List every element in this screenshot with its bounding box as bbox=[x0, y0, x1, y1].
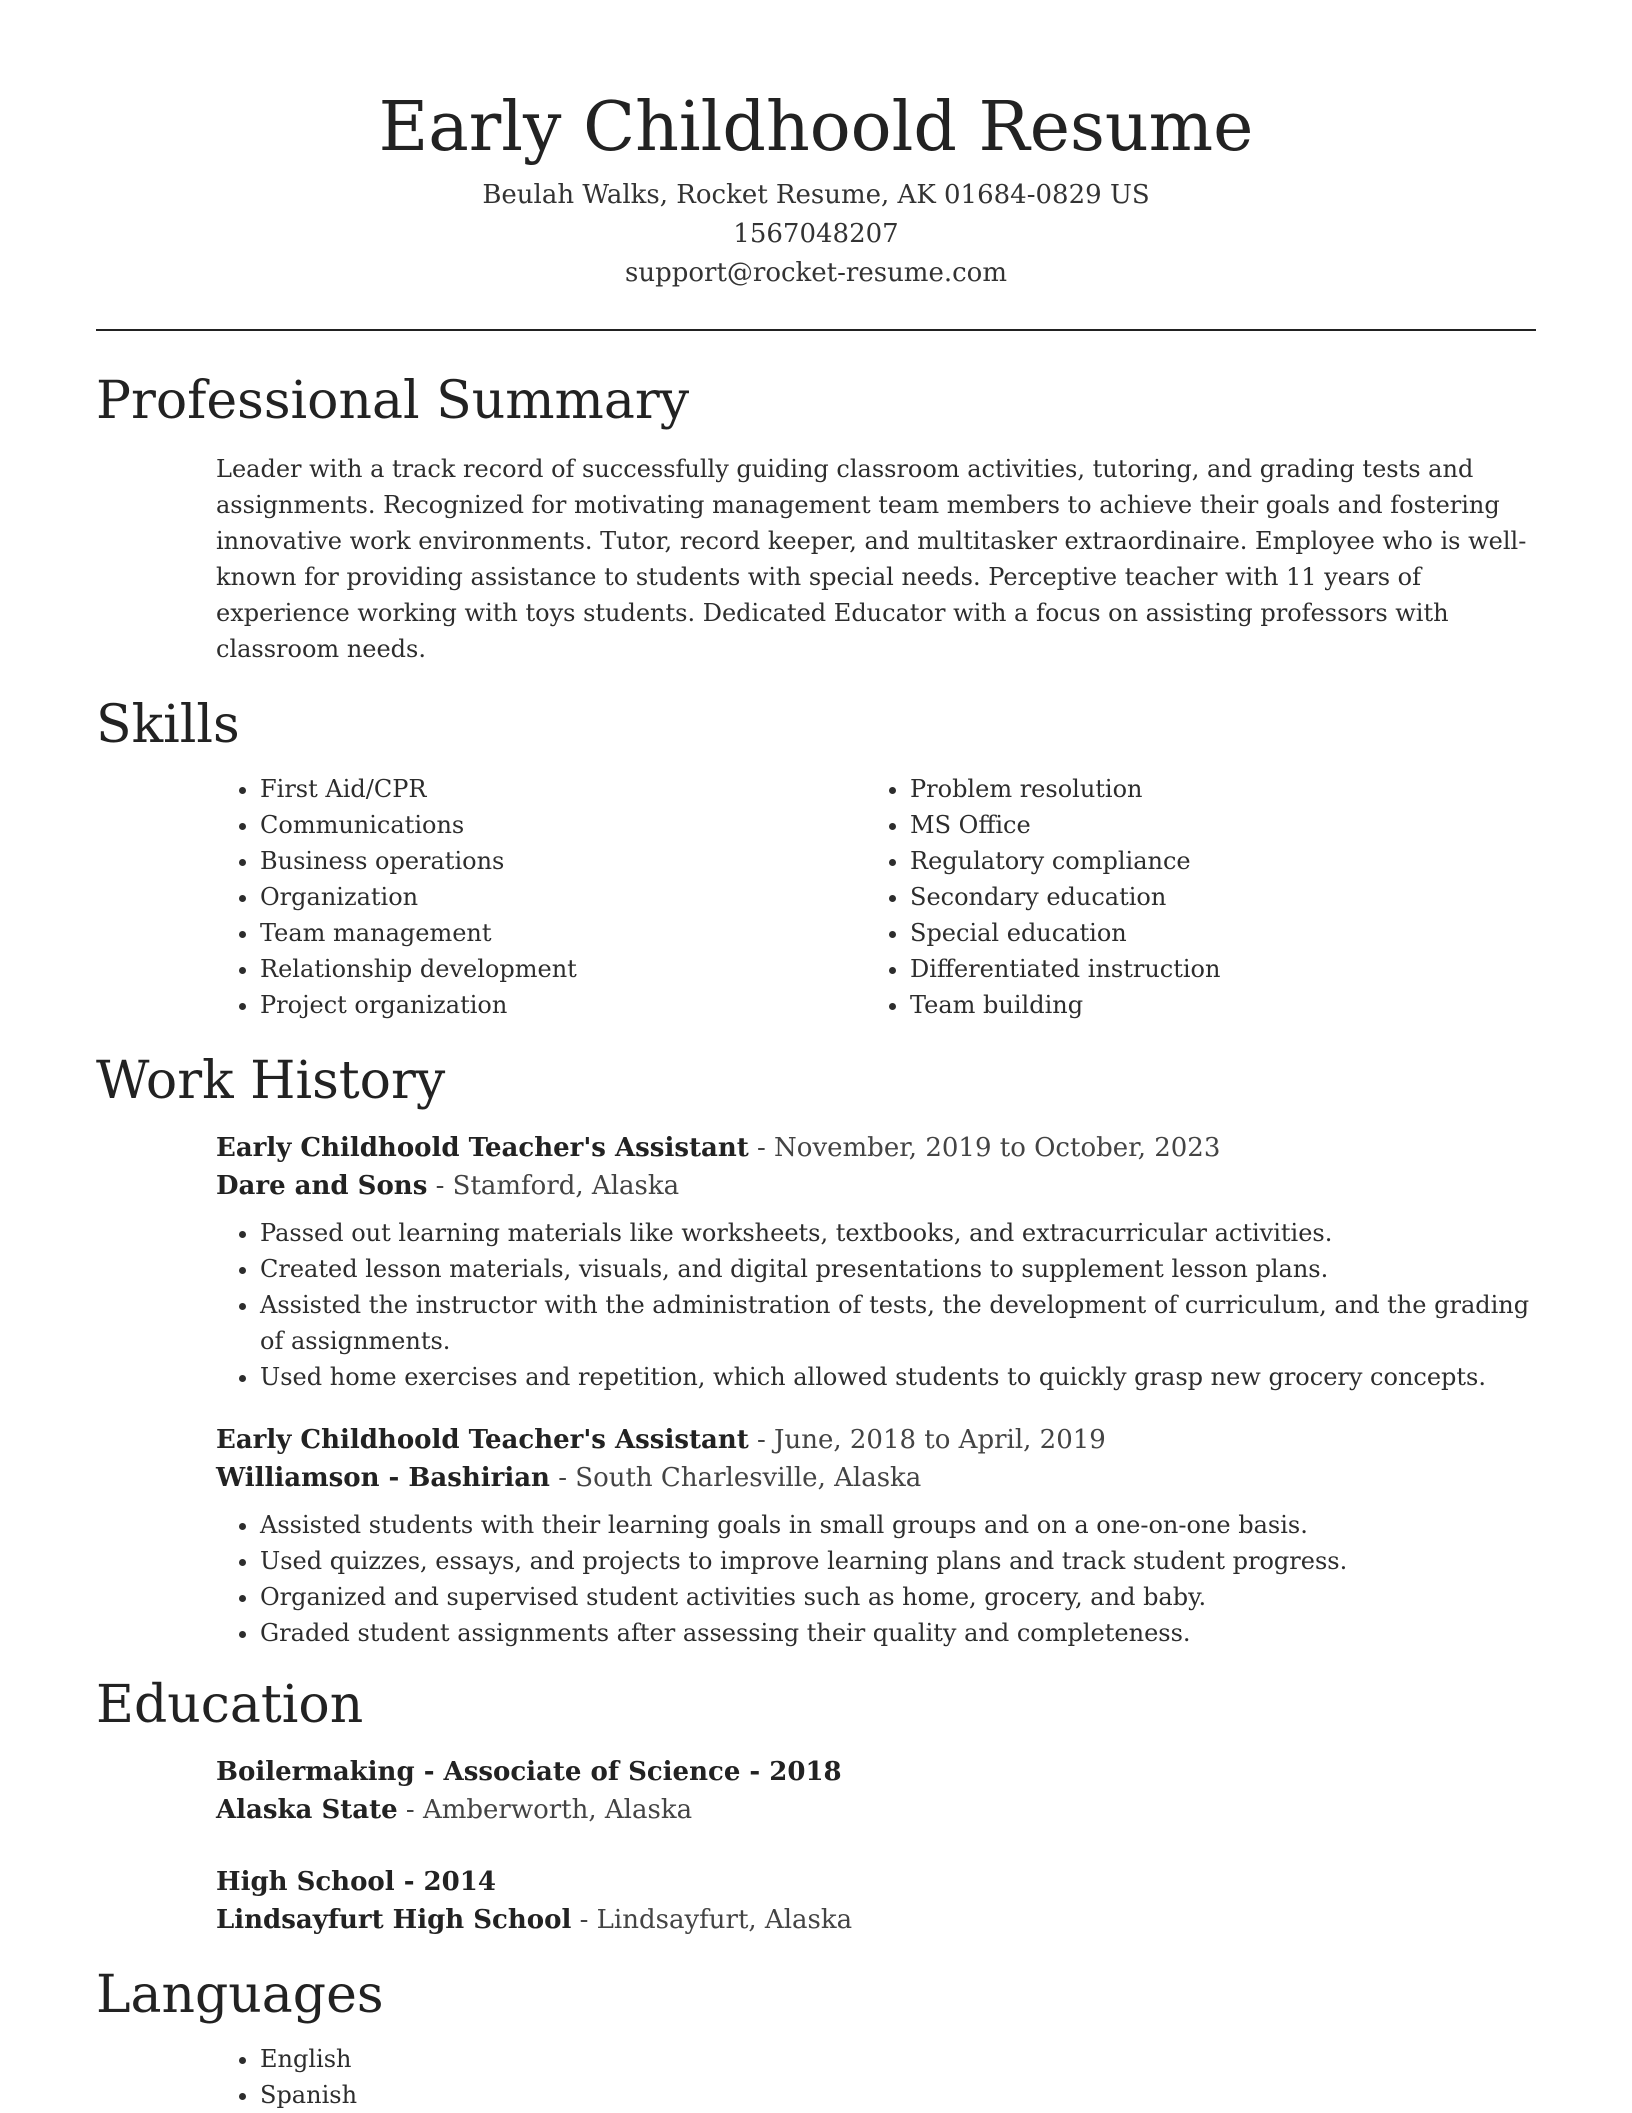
job-location: - Stamford, Alaska bbox=[427, 1171, 680, 1201]
job-title: Early Childhoold Teacher's Assistant bbox=[216, 1425, 749, 1455]
skill-item: • MS Office bbox=[910, 807, 1516, 843]
languages-section bbox=[96, 1963, 1536, 2113]
education-school: Lindsayfurt High School bbox=[216, 1905, 572, 1935]
language-item: • English bbox=[260, 2041, 1536, 2077]
job-duty: • Used quizzes, essays, and projects to improve learning plans and track student progress. bbox=[260, 1543, 1536, 1579]
job-title-line bbox=[216, 1421, 1536, 1459]
skill-item: • Differentiated instruction bbox=[910, 951, 1516, 987]
contact-email[interactable]: support@rocket-resume.com bbox=[624, 258, 1007, 288]
job-duty: • Created lesson materials, visuals, and digital presentations to supplement lesson plans. bbox=[260, 1251, 1536, 1287]
job-duties bbox=[216, 1507, 1536, 1651]
job-entry bbox=[216, 1129, 1536, 1395]
job-duty: • Passed out learning materials like worksheets, textbooks, and extracurricular activities. bbox=[260, 1215, 1536, 1251]
skill-item: • Organization bbox=[260, 879, 866, 915]
job-title: Early Childhoold Teacher's Assistant bbox=[216, 1133, 749, 1163]
job-duty: • Assisted the instructor with the administration of tests, the development of curriculum, and the grading of assignments. bbox=[260, 1287, 1536, 1359]
education-degree: Boilermaking - Associate of Science - 2018 bbox=[216, 1757, 842, 1787]
job-entry bbox=[216, 1421, 1536, 1651]
skills-column-left bbox=[216, 771, 866, 1023]
education-entry bbox=[216, 1753, 1536, 1829]
skill-item: • Relationship development bbox=[260, 951, 866, 987]
job-title-line bbox=[216, 1129, 1536, 1167]
contact-info bbox=[96, 176, 1536, 293]
contact-address: Beulah Walks, Rocket Resume, AK 01684-0829 US bbox=[482, 180, 1150, 210]
job-company-line bbox=[216, 1459, 1536, 1497]
education-heading: Education bbox=[96, 1675, 364, 1735]
work-history-section bbox=[96, 1049, 1536, 1651]
languages-list bbox=[216, 2041, 1536, 2113]
summary-section bbox=[96, 369, 1536, 667]
contact-phone: 1567048207 bbox=[733, 219, 899, 249]
skill-item: • Communications bbox=[260, 807, 866, 843]
skills-column-right bbox=[866, 771, 1516, 1023]
work-history-heading: Work History bbox=[96, 1051, 446, 1111]
skills-heading: Skills bbox=[96, 695, 240, 755]
job-company-line bbox=[216, 1167, 1536, 1205]
skill-item: • Team building bbox=[910, 987, 1516, 1023]
skill-item: • Problem resolution bbox=[910, 771, 1516, 807]
languages-heading: Languages bbox=[96, 1965, 384, 2025]
skill-item: • Secondary education bbox=[910, 879, 1516, 915]
language-item: • Spanish bbox=[260, 2077, 1536, 2113]
skill-item: • First Aid/CPR bbox=[260, 771, 866, 807]
summary-text: Leader with a track record of successfully guiding classroom activities, tutoring, and grading tests and assignments. Recognized for motivating management team members to achieve their goals and fostering innovative work environments. Tutor, record keeper, and multitasker extraordinaire. Employee who is well-known for providing assistance to students with special needs. Perceptive teacher with 11 years of experience working with toys students. Dedicated Educator with a focus on assisting professors with classroom needs. bbox=[216, 455, 1527, 663]
skill-item: • Team management bbox=[260, 915, 866, 951]
skill-item: • Business operations bbox=[260, 843, 866, 879]
resume-page bbox=[96, 0, 1536, 2113]
job-company: Dare and Sons bbox=[216, 1171, 428, 1201]
job-location: - South Charlesville, Alaska bbox=[549, 1463, 922, 1493]
education-location: - Amberworth, Alaska bbox=[397, 1795, 693, 1825]
education-school-line bbox=[216, 1791, 1536, 1829]
skills-list bbox=[216, 771, 1536, 1023]
skill-item: • Special education bbox=[910, 915, 1516, 951]
education-school-line bbox=[216, 1901, 1536, 1939]
resume-header bbox=[96, 0, 1536, 293]
job-duty: • Organized and supervised student activities such as home, grocery, and baby. bbox=[260, 1579, 1536, 1615]
education-entry bbox=[216, 1863, 1536, 1939]
skill-item: • Project organization bbox=[260, 987, 866, 1023]
job-dates: - June, 2018 to April, 2019 bbox=[748, 1425, 1106, 1455]
job-company: Williamson - Bashirian bbox=[216, 1463, 550, 1493]
education-section bbox=[96, 1673, 1536, 1939]
job-duties bbox=[216, 1215, 1536, 1395]
job-duty: • Graded student assignments after assessing their quality and completeness. bbox=[260, 1615, 1536, 1651]
header-divider bbox=[96, 329, 1536, 331]
skill-item: • Regulatory compliance bbox=[910, 843, 1516, 879]
education-location: - Lindsayfurt, Alaska bbox=[571, 1905, 853, 1935]
skills-section bbox=[96, 693, 1536, 1023]
resume-title: Early Childhoold Resume bbox=[378, 88, 1254, 167]
summary-heading: Professional Summary bbox=[96, 371, 690, 431]
job-duty: • Assisted students with their learning goals in small groups and on a one-on-one basis. bbox=[260, 1507, 1536, 1543]
education-degree: High School - 2014 bbox=[216, 1867, 496, 1897]
education-school: Alaska State bbox=[216, 1795, 398, 1825]
job-dates: - November, 2019 to October, 2023 bbox=[748, 1133, 1221, 1163]
job-duty: • Used home exercises and repetition, which allowed students to quickly grasp new grocery concepts. bbox=[260, 1359, 1536, 1395]
